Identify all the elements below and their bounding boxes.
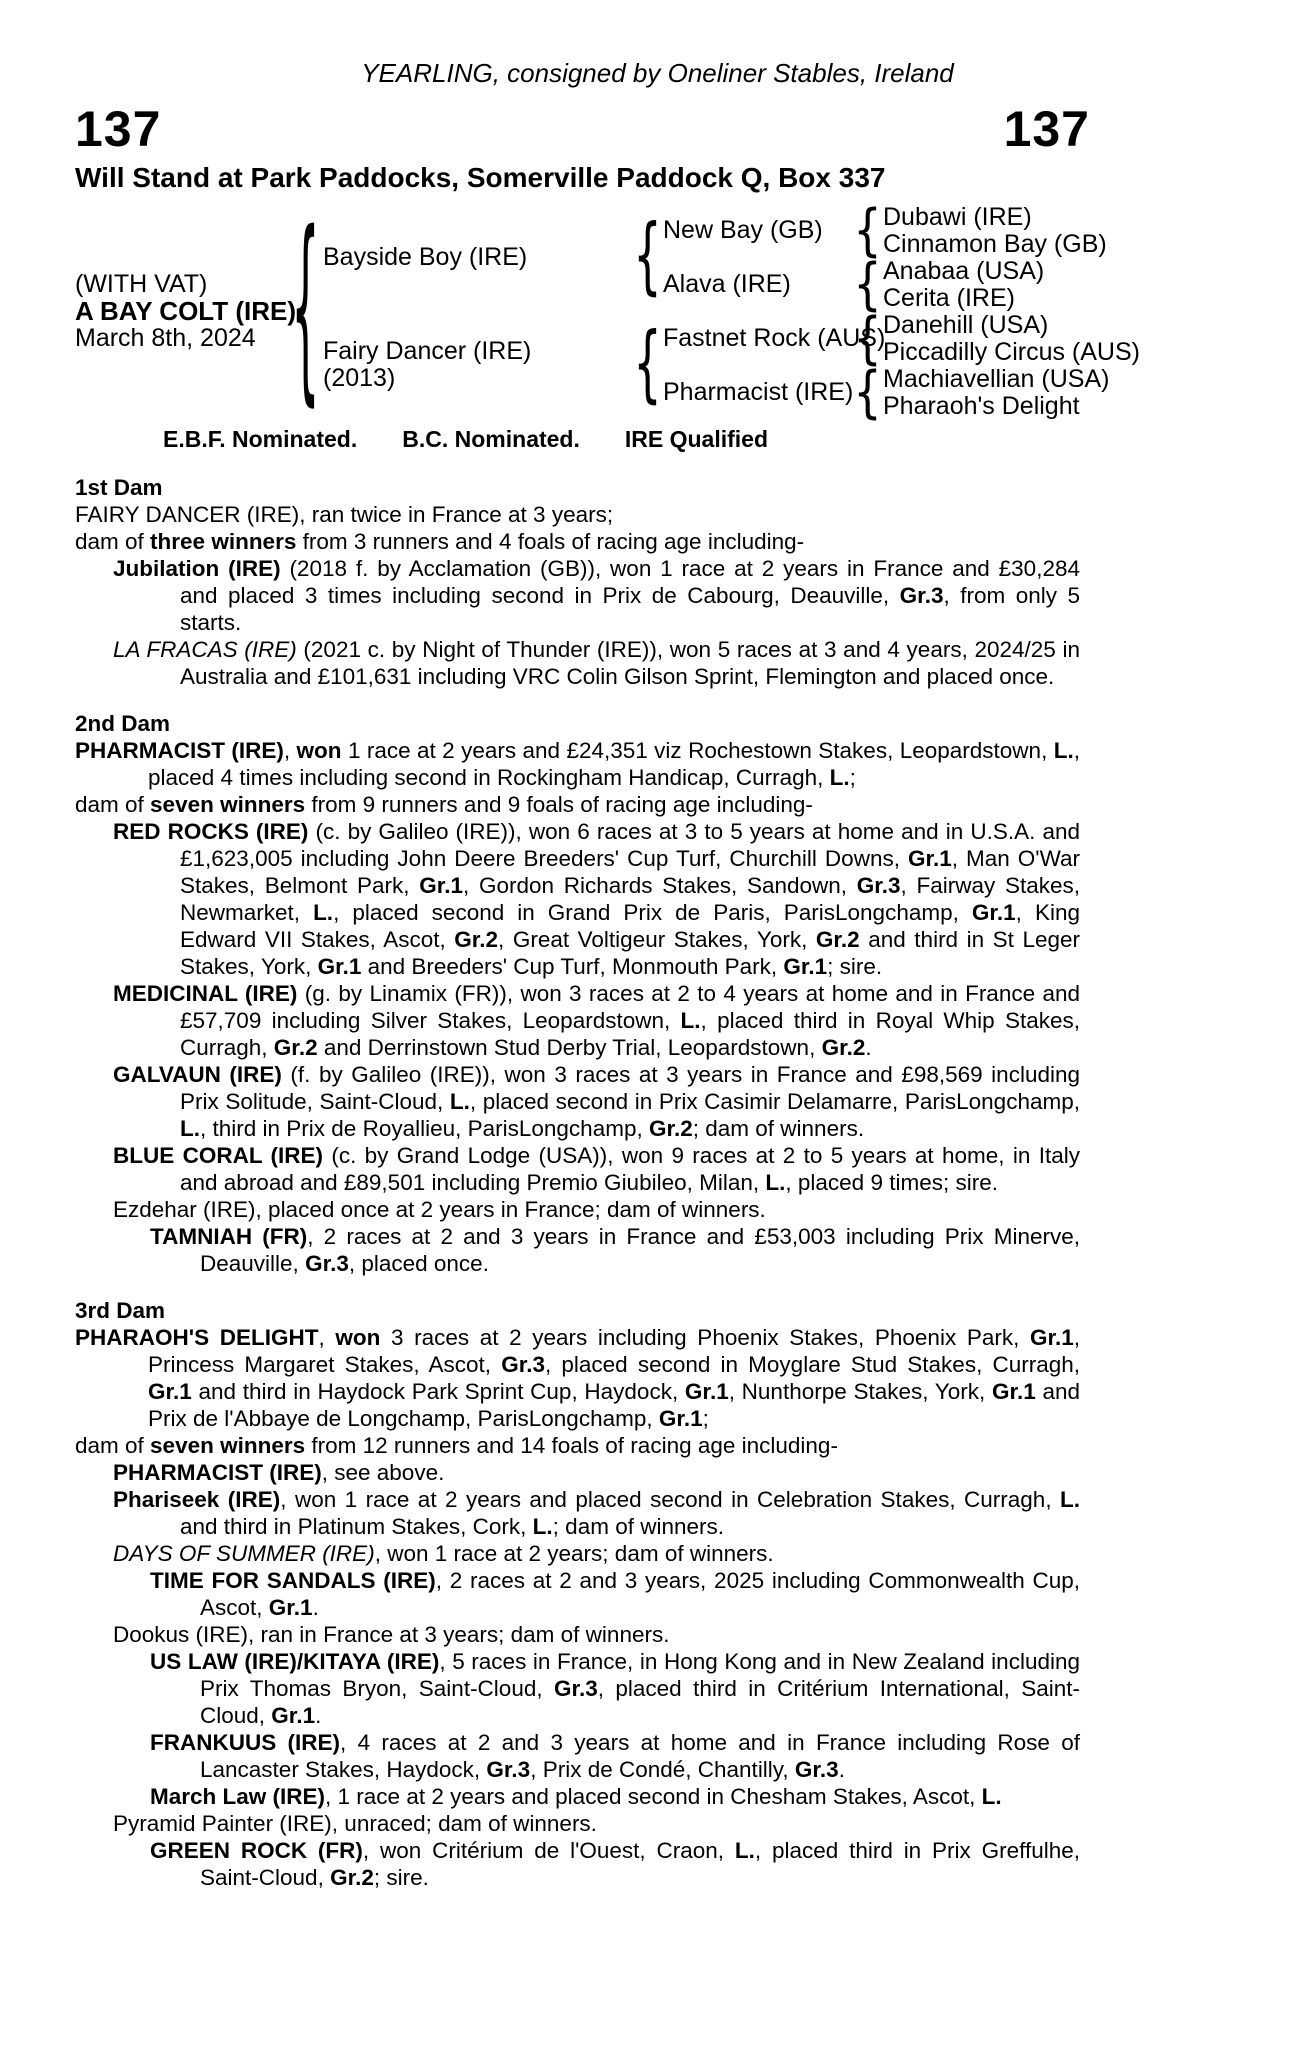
text-run: , 1 race at 2 years and placed second in Chesham Stakes, Ascot, [325, 1784, 982, 1809]
catalog-paragraph [75, 636, 1080, 690]
text-run: , Man O'War Stakes, Belmont Park, [180, 846, 1080, 898]
text-run: March Law (IRE) [150, 1784, 326, 1809]
text-run: . [315, 1703, 322, 1728]
text-run: Gr.1 [658, 1406, 703, 1431]
text-run: Gr.3 [856, 873, 901, 898]
catalog-paragraph [75, 980, 1080, 1061]
text-run: TIME FOR SANDALS (IRE) [150, 1568, 436, 1593]
text-run: seven winners [150, 1433, 306, 1458]
catalog-paragraph [75, 1837, 1080, 1891]
foaling-date: March 8th, 2024 [75, 324, 256, 352]
text-run: PHARMACIST (IRE) [113, 1460, 322, 1485]
text-run: L. [1060, 1487, 1080, 1512]
text-run: Gr.1 [991, 1379, 1036, 1404]
dam-section [75, 710, 1080, 1277]
text-run: Gr.1 [268, 1595, 313, 1620]
text-run: L. [532, 1514, 553, 1539]
text-run: PHARMACIST (IRE) [75, 738, 284, 763]
text-run: (g. by Linamix (FR)), won 3 races at 2 to 4 years at home and in France and £57,709 including Silver Stakes, Leopardstown, [180, 981, 1080, 1033]
pedigree-text-sections [75, 474, 1080, 1891]
text-run: FRANKUUS (IRE) [150, 1730, 341, 1755]
lot-number-row [75, 101, 1090, 157]
text-run: ; [849, 765, 856, 790]
text-run: ; [702, 1406, 709, 1431]
great-grandparent-name: Piccadilly Circus (AUS) [883, 338, 1140, 366]
text-run: , see above. [321, 1460, 445, 1485]
catalog-paragraph [75, 1142, 1080, 1196]
text-run: , placed once. [348, 1251, 489, 1276]
text-run: , placed third in Royal Whip Stakes, Curragh, [180, 1008, 1080, 1060]
catalog-paragraph [75, 737, 1080, 791]
text-run: won [335, 1325, 381, 1350]
catalog-paragraph [75, 528, 1080, 555]
bc-nomination: B.C. Nominated. [402, 426, 580, 452]
text-run: won [296, 738, 342, 763]
text-run: FAIRY DANCER (IRE), ran twice in France at 3 years; [75, 502, 614, 527]
text-run: PHARAOH'S DELIGHT [75, 1325, 319, 1350]
dam-year: (2013) [323, 364, 396, 392]
text-run: , won 1 race at 2 years; dam of winners. [374, 1541, 774, 1566]
text-run: , won 1 race at 2 years and placed second in Celebration Stakes, Curragh, [280, 1487, 1060, 1512]
text-run: Gr.1 [271, 1703, 316, 1728]
text-run: L. [313, 900, 334, 925]
text-run: and Breeders' Cup Turf, Monmouth Park, [361, 954, 784, 979]
text-run: Gr.3 [501, 1352, 545, 1377]
text-run: Ezdehar (IRE), placed once at 2 years in France; dam of winners. [113, 1197, 766, 1222]
text-run: , placed third in Prix Greffulhe, Saint-Cloud, [200, 1838, 1081, 1890]
text-run: Gr.1 [148, 1379, 192, 1404]
catalog-paragraph [75, 1196, 1080, 1223]
text-run: Gr.1 [783, 954, 828, 979]
text-run: Jubilation (IRE) [113, 556, 281, 581]
text-run: Gr.1 [317, 954, 362, 979]
text-run: Gr.3 [486, 1757, 531, 1782]
dam-section [75, 474, 1080, 690]
great-grandparent-name: Cinnamon Bay (GB) [883, 230, 1107, 258]
text-run: , placed 9 times; sire. [785, 1170, 998, 1195]
text-run: MEDICINAL (IRE) [113, 981, 298, 1006]
granddam-name: Pharmacist (IRE) [663, 378, 854, 406]
dam-section [75, 1297, 1080, 1891]
great-grandparent-name: Dubawi (IRE) [883, 203, 1032, 231]
catalog-paragraph [75, 1540, 1080, 1567]
vat-note: (WITH VAT) [75, 270, 208, 298]
pedigree-brace [853, 257, 871, 313]
catalog-paragraph [75, 1459, 1080, 1486]
text-run: DAYS OF SUMMER (IRE) [113, 1541, 375, 1566]
text-run: L. [829, 765, 850, 790]
nominations-line [75, 426, 1080, 453]
text-run: RED ROCKS (IRE) [113, 819, 309, 844]
dam-heading: 3rd Dam [75, 1298, 166, 1323]
text-run: seven winners [150, 792, 306, 817]
text-run: Pyramid Painter (IRE), unraced; dam of winners. [113, 1811, 597, 1836]
text-run: , Gordon Richards Stakes, Sandown, [463, 873, 857, 898]
granddam-name: Alava (IRE) [663, 270, 791, 298]
text-run: three winners [150, 529, 297, 554]
text-run: dam of [75, 529, 151, 554]
text-run: , Nunthorpe Stakes, York, [728, 1379, 992, 1404]
great-grandparent-name: Anabaa (USA) [883, 257, 1045, 285]
dam-name: Fairy Dancer (IRE) [323, 337, 532, 365]
text-run: Gr.2 [815, 927, 860, 952]
text-run: BLUE CORAL (IRE) [113, 1143, 323, 1168]
text-run: US LAW (IRE)/KITAYA (IRE) [150, 1649, 440, 1674]
text-run: and third in Platinum Stakes, Cork, [180, 1514, 533, 1539]
consignor-line: YEARLING, consigned by Oneliner Stables, Ireland [361, 58, 954, 88]
pedigree-brace [633, 215, 651, 299]
text-run: TAMNIAH (FR) [150, 1224, 308, 1249]
pedigree-brace [853, 203, 871, 259]
text-run: ; sire. [373, 1865, 429, 1890]
text-run: (f. by Galileo (IRE)), won 3 races at 3 years in France and £98,569 including Prix Solitude, Saint-Cloud, [180, 1062, 1080, 1114]
dam-heading: 2nd Dam [75, 711, 171, 736]
text-run: Gr.1 [907, 846, 952, 871]
catalog-paragraph [75, 1621, 1080, 1648]
text-run: , Prix de Condé, Chantilly, [530, 1757, 795, 1782]
lot-number-left: 137 [75, 101, 162, 157]
text-run: , from only 5 starts. [180, 583, 1081, 635]
text-run: and third in St Leger Stakes, York, [180, 927, 1080, 979]
text-run: ; dam of winners. [552, 1514, 724, 1539]
catalog-paragraph [75, 1324, 1080, 1432]
text-run: from 12 runners and 14 foals of racing age including- [305, 1433, 838, 1458]
text-run: Gr.1 [419, 873, 463, 898]
lot-details-block [75, 271, 296, 352]
ebf-nomination: E.B.F. Nominated. [163, 426, 358, 452]
catalog-paragraph [75, 1810, 1080, 1837]
text-run: , placed second in Grand Prix de Paris, ParisLongchamp, [333, 900, 972, 925]
text-run: L. [765, 1170, 786, 1195]
text-run: GREEN ROCK (FR) [150, 1838, 363, 1863]
text-run: , 2 races at 2 and 3 years in France and £53,003 including Prix Minerve, Deauville, [200, 1224, 1080, 1276]
text-run: LA FRACAS (IRE) [113, 637, 297, 662]
catalog-paragraph [75, 1567, 1080, 1621]
text-run: (c. by Grand Lodge (USA)), won 9 races at 2 to 5 years at home, in Italy and abroad and £89,501 including Premio Giubileo, Milan, [180, 1143, 1080, 1195]
text-run: , placed 4 times including second in Rockingham Handicap, Curragh, [148, 738, 1080, 790]
catalog-paragraph [75, 1648, 1080, 1729]
catalog-paragraph [75, 1061, 1080, 1142]
text-run: ; sire. [827, 954, 883, 979]
text-run: 3 races at 2 years including Phoenix Stakes, Phoenix Park, [380, 1325, 1030, 1350]
text-run: (2018 f. by Acclamation (GB)), won 1 race at 2 years in France and £30,284 and placed 3 times including second in Prix de Cabourg, Deauville, [180, 556, 1080, 608]
text-run: and Derrinstown Stud Derby Trial, Leopardstown, [317, 1035, 822, 1060]
text-run: ; dam of winners. [692, 1116, 865, 1141]
text-run: L. [180, 1116, 200, 1141]
text-run: L. [734, 1838, 755, 1863]
sire-name: Bayside Boy (IRE) [323, 243, 528, 271]
text-run: and third in Haydock Park Sprint Cup, Haydock, [191, 1379, 685, 1404]
text-run: , Great Voltigeur Stakes, York, [498, 927, 816, 952]
text-run: , 5 races in France, in Hong Kong and in New Zealand including Prix Thomas Bryon, Saint-Cloud, [200, 1649, 1080, 1701]
text-run: L. [981, 1784, 1002, 1809]
text-run: , 4 races at 2 and 3 years at home and in France including Rose of Lancaster Stakes, Haydock, [200, 1730, 1080, 1782]
great-grandparent-name: Machiavellian (USA) [883, 365, 1110, 393]
text-run: , King Edward VII Stakes, Ascot, [180, 900, 1080, 952]
text-run: (2021 c. by Night of Thunder (IRE)), won 5 races at 3 and 4 years, 2024/25 in Australia and £101,631 including VRC Colin Gilson Sprint, Flemington and placed once. [180, 637, 1080, 689]
pedigree-brace [633, 323, 651, 407]
text-run: , placed second in Moyglare Stud Stakes, Curragh, [544, 1352, 1080, 1377]
text-run: GALVAUN (IRE) [113, 1062, 282, 1087]
text-run: Gr.1 [1029, 1325, 1074, 1350]
lot-number-right: 137 [1003, 101, 1090, 157]
text-run: Gr.2 [454, 927, 499, 952]
text-run: Gr.2 [648, 1116, 693, 1141]
text-run: . [838, 1757, 845, 1782]
stabling-location-line: Will Stand at Park Paddocks, Somerville Paddock Q, Box 337 [75, 162, 886, 193]
catalog-paragraph [75, 1783, 1080, 1810]
pedigree-brace [291, 210, 309, 412]
catalog-paragraph [75, 1223, 1080, 1277]
text-run: L. [680, 1008, 701, 1033]
text-run: (c. by Galileo (IRE)), won 6 races at 3 to 5 years at home and in U.S.A. and £1,623,005 including John Deere Breeders' Cup Turf, Churchill Downs, [180, 819, 1080, 871]
pedigree-brace [853, 365, 871, 421]
text-run: dam of [75, 792, 151, 817]
grandsire-name: Fastnet Rock (AUS) [663, 324, 886, 352]
text-run: , placed second in Prix Casimir Delamarre, ParisLongchamp, [469, 1089, 1080, 1114]
text-run: Phariseek (IRE) [113, 1487, 281, 1512]
text-run: L. [449, 1089, 470, 1114]
text-run: Gr.2 [330, 1865, 374, 1890]
text-run: from 9 runners and 9 foals of racing age including- [305, 792, 813, 817]
text-run: , Princess Margaret Stakes, Ascot, [148, 1325, 1080, 1377]
text-run: , [283, 738, 297, 763]
great-grandparent-name: Cerita (IRE) [883, 284, 1015, 312]
text-run: Dookus (IRE), ran in France at 3 years; dam of winners. [113, 1622, 670, 1647]
text-run: . [312, 1595, 319, 1620]
text-run: Gr.3 [305, 1251, 349, 1276]
dam-heading: 1st Dam [75, 475, 163, 500]
catalog-paragraph [75, 1729, 1080, 1783]
text-run: from 3 runners and 4 foals of racing age including- [296, 529, 805, 554]
text-run: . [865, 1035, 872, 1060]
great-grandparent-name: Danehill (USA) [883, 311, 1049, 339]
catalog-paragraph [75, 501, 1080, 528]
text-run: Gr.2 [273, 1035, 318, 1060]
catalog-page-column [75, 101, 1140, 1891]
text-run: , Fairway Stakes, Newmarket, [180, 873, 1080, 925]
text-run: , placed third in Critérium International, Saint-Cloud, [200, 1676, 1080, 1728]
grandsire-name: New Bay (GB) [663, 216, 823, 244]
text-run: Gr.1 [971, 900, 1016, 925]
text-run: 1 race at 2 years and £24,351 viz Rochestown Stakes, Leopardstown, [341, 738, 1054, 763]
text-run: Gr.2 [821, 1035, 866, 1060]
catalog-paragraph [75, 791, 1080, 818]
text-run: Gr.3 [899, 583, 944, 608]
text-run: , [318, 1325, 336, 1350]
text-run: Gr.3 [553, 1676, 598, 1701]
catalog-paragraph [75, 1486, 1080, 1540]
text-run: Gr.3 [794, 1757, 839, 1782]
ire-qualified: IRE Qualified [624, 426, 769, 452]
catalog-paragraph [75, 555, 1080, 636]
text-run: , won Critérium de l'Ouest, Craon, [362, 1838, 735, 1863]
catalog-paragraph [75, 818, 1080, 980]
text-run: Gr.1 [684, 1379, 729, 1404]
text-run: , third in Prix de Royallieu, ParisLongchamp, [200, 1116, 649, 1141]
text-run: , 2 races at 2 and 3 years, 2025 including Commonwealth Cup, Ascot, [200, 1568, 1080, 1620]
catalog-paragraph [75, 1432, 1080, 1459]
great-grandparent-name: Pharaoh's Delight [883, 392, 1080, 420]
text-run: and Prix de l'Abbaye de Longchamp, ParisLongchamp, [148, 1379, 1081, 1431]
text-run: L. [1053, 738, 1074, 763]
subject-description: A BAY COLT (IRE) [75, 296, 297, 326]
text-run: dam of [75, 1433, 151, 1458]
pedigree-table [75, 204, 1315, 420]
